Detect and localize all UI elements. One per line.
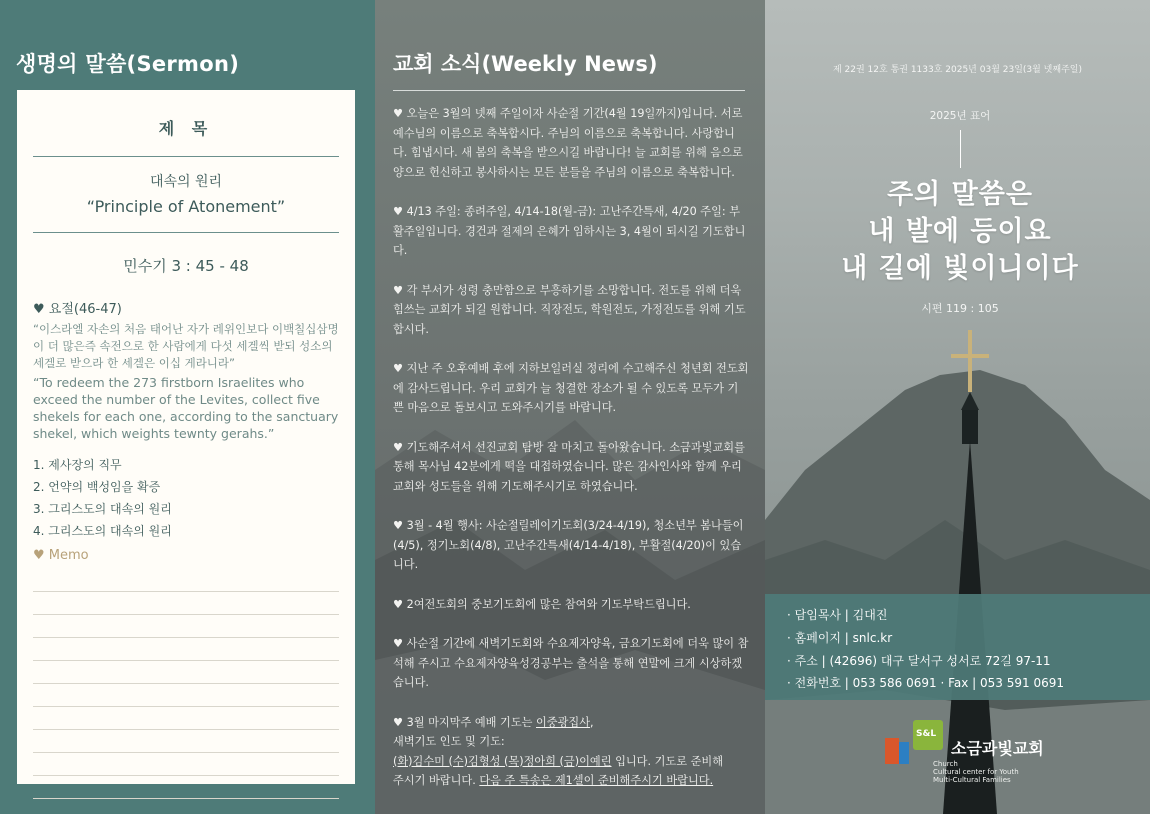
sermon-points bbox=[33, 454, 339, 542]
sermon-title-ko: 대속의 원리 bbox=[149, 174, 223, 190]
address-info: · 주소 | (42696) 대구 달서구 성서로 72길 97-11 bbox=[787, 654, 1051, 668]
news-item: ♥ 4/13 주일: 종려주일, 4/14-18(월-금): 고난주간특새, 4/20 주일: 부활주일입니다. 경건과 절제의 은혜가 임하시는 3, 4월이 되시길 기도합니다. bbox=[393, 205, 746, 257]
issue-info: 제 22권 12호 통권 1133호 2025년 03월 23일(3월 넷째주일) bbox=[833, 65, 1082, 75]
cover-panel bbox=[765, 0, 1150, 814]
church-tagline: Church Cultural center for Youth Multi-Cultural Families bbox=[933, 760, 1019, 784]
motto-year: 2025년 표어 bbox=[929, 110, 991, 122]
news-item: ♥ 3월 - 4월 행사: 사순절릴레이기도회(3/24-4/19), 청소년부 봄나들이(4/5), 정기노회(4/8), 고난주간특새(4/14-4/18), 부활절(4/20)이 있습니다. bbox=[393, 519, 744, 571]
summary-heading: ♥ 요절(46-47) bbox=[33, 302, 122, 317]
memo-label: ♥ Memo bbox=[33, 548, 89, 563]
motto-verse: 주의 말씀은 내 발에 등이요 내 길에 빛이니이다 bbox=[841, 179, 1079, 284]
phone-info: · 전화번호 | 053 586 0691 · Fax | 053 591 0691 bbox=[787, 676, 1064, 690]
divider bbox=[33, 232, 339, 233]
point-item: 2. 언약의 백성임을 확증 bbox=[33, 480, 161, 494]
news-item: ♥ 기도해주셔서 선진교회 탐방 잘 마치고 돌아왔습니다. 소금과빛교회를 통해 목사님 42분에게 떡을 대접하였습니다. 많은 감사인사와 함께 우리 교회와 성도들을 위해 기도해주시기로 하였습니다. bbox=[393, 440, 745, 493]
prayer-leader: 이중광집사 bbox=[536, 715, 591, 729]
memo-lines bbox=[33, 569, 339, 799]
news-list bbox=[393, 104, 749, 811]
homepage-info[interactable]: · 홈페이지 | snlc.kr bbox=[787, 631, 893, 645]
church-name: 소금과빛교회 bbox=[951, 739, 1044, 758]
scripture-reference: 민수기 3 : 45 - 48 bbox=[123, 257, 249, 275]
logo-icon: S&L bbox=[913, 720, 943, 750]
pastor-info: · 담임목사 | 김대진 bbox=[787, 608, 888, 622]
sermon-title-en: “Principle of Atonement” bbox=[86, 197, 286, 216]
news-item: ♥ 사순절 기간에 새벽기도회와 수요제자양육, 금요기도회에 더욱 많이 참석해 주시고 수요제자양육성경공부는 출석을 통해 연말에 크게 시상하겠습니다. bbox=[393, 637, 749, 689]
divider bbox=[33, 156, 339, 157]
motto-reference: 시편 119 : 105 bbox=[921, 302, 999, 315]
church-logo bbox=[885, 720, 1145, 784]
divider bbox=[960, 130, 961, 168]
cross-icon bbox=[968, 330, 972, 392]
verse-english: “To redeem the 273 firstborn Israelites who exceed the number of the Levites, collect five shekels for each one, according to the sanctuary shekel, which weights tewnty gerahs.” bbox=[33, 375, 339, 441]
news-panel bbox=[375, 0, 765, 814]
news-item: ♥ 지난 주 오후예배 후에 지하보일러실 정리에 수고해주신 청년회 전도회에 감사드립니다. 우리 교회가 늘 청결한 장소가 될 수 있도록 모두가 기쁜 마음으로 돌보시고 도와주시기를 바랍니다. bbox=[393, 362, 749, 414]
news-item-prayer: ♥ 3월 마지막주 예배 기도는 이중광집사, 새벽기도 인도 및 기도: (화)김수미 (수)김형성 (목)정아희 (금)이예린 입니다. 기도로 준비해 주시기 바랍니다. 다음 주 특송은 제1셀이 준비해주시기 바랍니다. bbox=[393, 715, 724, 787]
point-item: 1. 제사장의 직무 bbox=[33, 458, 122, 472]
point-item: 3. 그리스도의 대속의 원리 bbox=[33, 502, 172, 516]
news-heading: 교회 소식(Weekly News) bbox=[393, 52, 658, 76]
news-item: ♥ 오늘은 3월의 넷째 주일이자 사순절 기간(4월 19일까지)입니다. 서로 예수님의 이름으로 축복합시다. 주님의 이름으로 축복합니다. 사랑합니다. 힘냅시다. 새 봄의 축복을 받으시길 바랍니다! 늘 교회를 위해 음으로 양으로 헌신하고 봉사하시는 모든 분들을 주님의 이름으로 축복합니다. bbox=[393, 107, 743, 179]
divider bbox=[393, 90, 745, 91]
sermon-heading: 생명의 말씀(Sermon) bbox=[16, 52, 240, 76]
title-label: 제 목 bbox=[158, 119, 214, 138]
news-item: ♥ 각 부서가 성령 충만함으로 부흥하기를 소망합니다. 전도를 위해 더욱 힘쓰는 교회가 되길 원합니다. 직장전도, 학원전도, 가정전도를 위해 기도합시다. bbox=[393, 283, 746, 336]
verse-korean: “이스라엘 자손의 처음 태어난 자가 레위인보다 이백칠십삼명이 더 많은즉 속전으로 한 사람에게 다섯 세겔씩 받되 성소의 세겔로 받으라 한 세겔은 이십 게라니라” bbox=[33, 322, 339, 370]
point-item: 4. 그리스도의 대속의 원리 bbox=[33, 524, 172, 538]
special-song-note: 다음 주 특송은 제1셀이 준비해주시기 바랍니다. bbox=[479, 774, 714, 787]
church-info bbox=[765, 594, 1150, 700]
news-item: ♥ 2여전도회의 중보기도회에 많은 참여와 기도부탁드립니다. bbox=[393, 597, 691, 611]
sermon-panel bbox=[0, 0, 375, 814]
sermon-card bbox=[17, 90, 355, 784]
dawn-prayer-names: (화)김수미 (수)김형성 (목)정아희 (금)이예린 bbox=[393, 754, 612, 768]
